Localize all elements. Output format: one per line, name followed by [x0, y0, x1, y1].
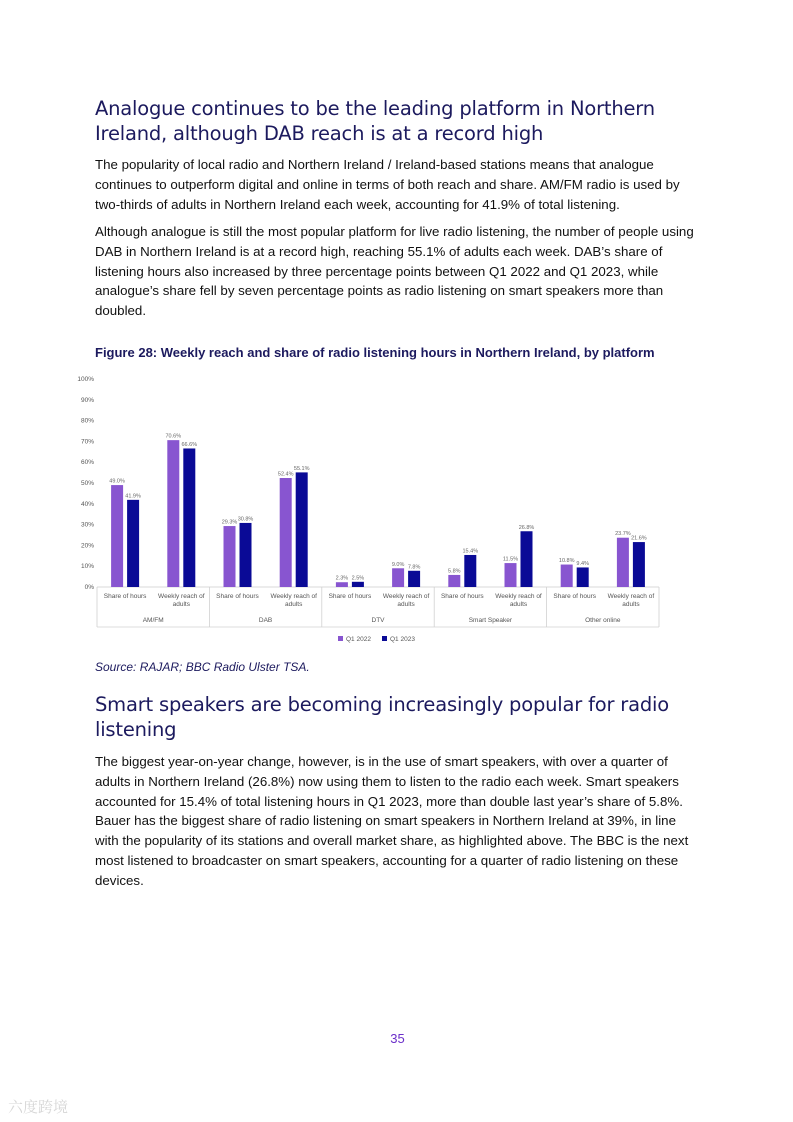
data-label: 10.8%	[558, 558, 575, 565]
bar-q1-2023	[183, 448, 195, 587]
y-tick-label: 10%	[80, 563, 94, 571]
watermark-logo: 六度跨境	[8, 1098, 69, 1116]
subcategory-label: adults	[622, 601, 640, 608]
y-tick-label: 100%	[77, 376, 94, 383]
figure-caption: Figure 28: Weekly reach and share of radio listening hours in Northern Ireland, by platform	[95, 345, 655, 360]
data-label: 11.5%	[502, 556, 519, 563]
data-label: 29.3%	[221, 519, 238, 526]
bar-q1-2023	[633, 542, 645, 587]
data-label: 49.0%	[109, 478, 125, 485]
group-label: Smart Speaker	[468, 617, 513, 624]
chart-legend	[338, 636, 415, 643]
radio-platform-bar-chart	[67, 368, 667, 650]
bar-q1-2023	[127, 500, 139, 587]
data-label: 26.8%	[518, 524, 535, 531]
bar-q1-2022	[505, 563, 517, 587]
subcategory-label: Weekly reach of	[382, 593, 430, 600]
y-tick-label: 90%	[80, 396, 94, 404]
y-tick-label: 40%	[80, 500, 94, 508]
bar-q1-2022	[280, 478, 292, 587]
section-heading-analogue: Analogue continues to be the leading platform in Northern Ireland, although DAB reach is at a record high	[95, 97, 655, 145]
data-label: 9.4%	[576, 560, 589, 567]
data-label: 52.4%	[277, 471, 294, 478]
bar-q1-2023	[577, 567, 589, 587]
subcategory-label: adults	[172, 601, 190, 608]
group-label: Other online	[585, 617, 621, 624]
legend-label: Q1 2022	[346, 636, 371, 643]
group-label: DAB	[258, 617, 273, 624]
y-tick-label: 0%	[84, 584, 94, 591]
y-tick-label: 70%	[80, 438, 94, 446]
y-tick-label: 30%	[80, 521, 94, 529]
data-label: 66.6%	[181, 441, 198, 448]
subcategory-label: adults	[509, 601, 528, 608]
bar-q1-2023	[408, 571, 420, 587]
figure-source: Source: RAJAR; BBC Radio Ulster TSA.	[95, 660, 310, 674]
data-label: 2.5%	[351, 575, 365, 582]
bar-q1-2023	[296, 472, 308, 587]
bar-q1-2023	[464, 555, 476, 587]
group-label: AM/FM	[142, 617, 164, 624]
section-heading-smart-speakers: Smart speakers are becoming increasingly popular for radio listening	[95, 693, 669, 741]
data-label: 5.8%	[448, 568, 461, 575]
subcategory-label: Weekly reach of	[607, 593, 655, 600]
bar-q1-2022	[111, 485, 123, 587]
group-label: DTV	[371, 617, 385, 624]
legend-swatch	[382, 636, 387, 641]
subcategory-label: adults	[397, 601, 415, 608]
bar-q1-2022	[617, 538, 629, 587]
data-label: 30.8%	[237, 516, 254, 523]
bar-q1-2022	[336, 582, 348, 587]
chart-bars	[111, 440, 645, 587]
legend-swatch	[338, 636, 343, 641]
data-label: 55.1%	[293, 465, 310, 472]
subcategory-label: adults	[285, 601, 303, 608]
subcategory-label: Weekly reach of	[495, 593, 542, 600]
data-label: 21.6%	[631, 535, 647, 542]
data-label: 41.9%	[125, 493, 141, 500]
bar-q1-2022	[561, 565, 573, 587]
data-label: 23.7%	[615, 531, 631, 538]
data-label: 9.0%	[391, 561, 405, 568]
bar-q1-2022	[224, 526, 236, 587]
paragraph-dab-record: Although analogue is still the most popular platform for live radio listening, the number of people using DAB in Northern Ireland is at a record high, reaching 55.1% of adults each week. DAB’s share of listening hours also increased by three percentage points between Q1 2022 and Q1 2023, while analogue’s share fell by seven percentage points as radio listening on smart speakers more than doubled.	[95, 224, 694, 319]
page-number: 35	[390, 1031, 405, 1046]
subcategory-label: Weekly reach of	[158, 593, 205, 600]
legend-label: Q1 2023	[390, 636, 415, 643]
bar-q1-2023	[521, 531, 533, 587]
subcategory-label: Share of hours	[440, 593, 484, 600]
subcategory-label: Share of hours	[216, 593, 259, 600]
data-label: 15.4%	[462, 548, 479, 555]
y-tick-label: 60%	[80, 459, 94, 467]
paragraph-analogue-reach: The popularity of local radio and Northern Ireland / Ireland-based stations means that analogue continues to outperform digital and online in terms of both reach and share. AM/FM radio is used by two-thirds of adults in Northern Ireland each week, accounting for 41.9% of total listening.	[95, 157, 680, 212]
subcategory-label: Share of hours	[553, 593, 597, 600]
subcategory-label: Share of hours	[103, 593, 147, 600]
data-label: 7.8%	[407, 564, 421, 571]
y-tick-label: 50%	[80, 480, 94, 487]
bar-q1-2022	[392, 568, 404, 587]
bar-q1-2022	[448, 575, 460, 587]
data-label: 70.6%	[165, 433, 182, 440]
bar-q1-2023	[352, 582, 364, 587]
y-tick-label: 20%	[80, 542, 94, 550]
paragraph-smart-speakers: The biggest year-on-year change, however, is in the use of smart speakers, with over a quarter of adults in Northern Ireland (26.8%) now using them to listen to the radio each week. Smart speakers accounted for 15.4% of total listening hours in Q1 2023, more than double last year’s share of 5.8%. Bauer has the biggest share of radio listening on smart speakers in Northern Ireland at 39%, in line with the popularity of its stations and overall market share, as highlighted above. The BBC is the next most listened to broadcaster on smart speakers, accounting for a quarter of radio listening on these devices.	[95, 754, 689, 888]
subcategory-label: Weekly reach of	[270, 593, 317, 600]
bar-q1-2022	[167, 440, 179, 587]
y-tick-label: 80%	[80, 417, 94, 425]
data-label: 2.3%	[335, 575, 349, 582]
subcategory-label: Share of hours	[328, 593, 372, 600]
bar-q1-2023	[240, 523, 252, 587]
